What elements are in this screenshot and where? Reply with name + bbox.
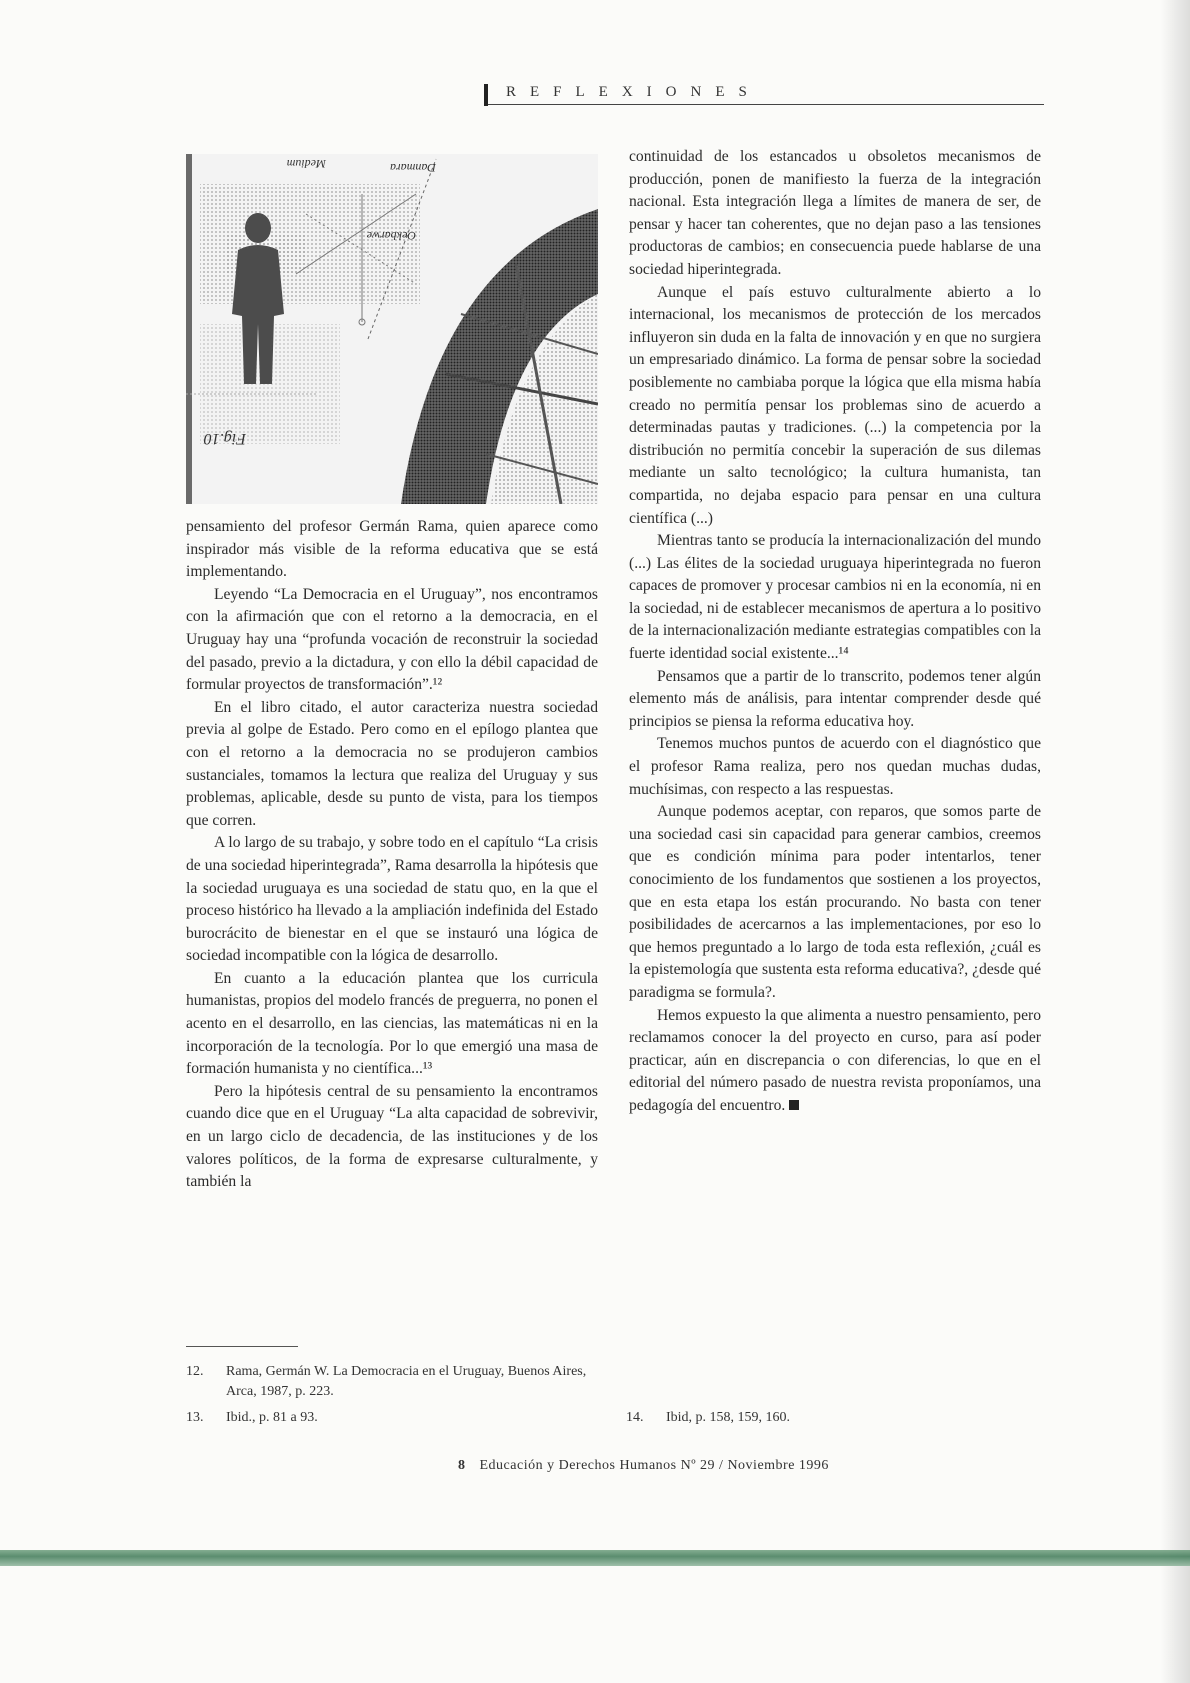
paragraph: Pero la hipótesis central de su pensamiento la encontramos cuando dice que en el Uruguay “La alta capacidad de sobrevivir, en un largo ciclo de decadencia, de las instituciones y de los valores políticos, de la forma de expresarse culturalmente, y también la: [186, 1082, 598, 1191]
left-column: [186, 516, 598, 1194]
paragraph: Aunque el país estuvo culturalmente abierto a lo internacional, los mecanismos de protección de los mercados influyeron sin duda en la falta de innovación y en que no surgiera un empresariado dinámico. La forma de pensar sobre la sociedad posiblemente no cambiaba porque la lógica que ella misma había creado no permitía pensar los problemas sino de acuerdo a determinadas pautas y tradiciones. (...) la competencia por la distribución no permitía concebir la superación de sus dilemas mediante un salto tecnológico; la cultura humanista, tan compartida, no dejaba espacio para pensar en una cultura científica (...): [629, 283, 1041, 527]
header-bar: [484, 84, 488, 106]
paragraph: pensamiento del profesor Germán Rama, quien aparece como inspirador más visible de la reforma educativa que se está implementando.: [186, 518, 598, 581]
section-header: [484, 82, 1044, 105]
footnote-number: 12.: [186, 1364, 204, 1379]
right-column: [629, 146, 1041, 1118]
footnote-number: 14.: [626, 1410, 644, 1425]
figure-label: Oekbarwe: [366, 229, 416, 243]
page-number: 8: [458, 1458, 466, 1473]
figure-graphic: [186, 154, 598, 504]
page-footer: [458, 1458, 829, 1474]
figure-label: Fig.10: [203, 430, 246, 447]
page-edge-shadow: [1160, 0, 1190, 1683]
footnote-text: Ibid., p. 81 a 93.: [226, 1410, 318, 1425]
footnote-14: [626, 1408, 926, 1430]
paragraph: Pensamos que a partir de lo transcrito, podemos tener algún elemento más de análisis, para intentar comprender desde qué principios se piensa la reforma educativa hoy.: [629, 667, 1041, 730]
paragraph: Tenemos muchos puntos de acuerdo con el diagnóstico que el profesor Rama realiza, pero nos quedan muchas dudas, muchísimas, con respecto a las respuestas.: [629, 735, 1041, 798]
scan-edge-band: [0, 1550, 1190, 1566]
figure-label: Medium: [286, 157, 326, 171]
footnote-rule: [186, 1346, 298, 1347]
paragraph: Leyendo “La Democracia en el Uruguay”, nos encontramos con la afirmación que con el retorno a la democracia, en el Uruguay hay una “profunda vocación de reconstruir la sociedad del pasado, previo a la dictadura, y con ello la débil capacidad de formular proyectos de transformación”.¹²: [186, 585, 598, 694]
paragraph-text: Hemos expuesto la que alimenta a nuestro pensamiento, pero reclamamos conocer la del proyecto en curso, para así poder practicar, aún en discrepancia o con diferencias, lo que en el editorial del número pasado de nuestra revista proponíamos, una pedagogía del encuentro.: [629, 1006, 1041, 1114]
paragraph: A lo largo de su trabajo, y sobre todo en el capítulo “La crisis de una sociedad hiperintegrada”, Rama desarrolla la hipótesis que la sociedad uruguaya es una sociedad de statu quo, en la que el proceso histórico ha llevado a la ampliación indefinida del Estado burocrácito de bienestar en el que se instauró una lógica de sociedad incompatible con la lógica de desarrollo.: [186, 834, 598, 965]
journal-info: Educación y Derechos Humanos Nº 29 / Noviembre 1996: [479, 1458, 829, 1473]
paragraph: Aunque podemos aceptar, con reparos, que somos parte de una sociedad casi sin capacidad para generar cambios, creemos que es condición mínima para poder intentarlos, tener conocimiento de los fundamentos que sostienen a los proyectos, que en esta etapa los están procurando. No basta con tener posibilidades de acercarnos a las implementaciones, por eso lo que hemos preguntado a lo largo de toda esta reflexión, ¿cuál es la epistemología que sustenta esta reforma educativa?, ¿desde qué paradigma se formula?.: [629, 803, 1041, 1001]
end-of-article-mark: [789, 1100, 799, 1110]
paragraph-last: [629, 1005, 1041, 1118]
footnote-13: [186, 1408, 598, 1430]
paragraph: En cuanto a la educación plantea que los curricula humanistas, propios del modelo francés de preguerra, no ponen el acento en el desarrollo, en las ciencias, las matemáticas ni en la incorporación de la tecnología. Por lo que emergió una masa de formación humanista y no científica...¹³: [186, 969, 598, 1078]
paragraph: Mientras tanto se producía la internacionalización del mundo (...) Las élites de la sociedad uruguaya hiperintegrada no fueron capaces de promover y procesar cambios ni en la economía, ni en la sociedad, ni de establecer mecanismos de apertura a lo positivo de la internacionalización mediante estrategias compatibles con la fuerte identidad social existente...¹⁴: [629, 532, 1041, 663]
footnote-text: Rama, Germán W. La Democracia en el Uruguay, Buenos Aires, Arca, 1987, p. 223.: [226, 1364, 587, 1399]
section-title: REFLEXIONES: [506, 84, 761, 100]
figure-label: Danmara: [389, 161, 436, 175]
paragraph: continuidad de los estancados u obsoletos mecanismos de producción, ponen de manifiesto la fuerza de la integración nacional. Esta integración llega a límites de manera de ser, de pensar y hacer tan coherentes, que no dejan paso a las tensiones productoras de cambios; en consecuencia puede hablarse de una sociedad hiperintegrada.: [629, 148, 1041, 278]
paragraph: En el libro citado, el autor caracteriza nuestra sociedad previa al golpe de Estado. Pero como en el epílogo plantea que con el retorno a la democracia no se produjeron cambios sustanciales, tomamos la lectura que realiza del Uruguay y sus problemas, aplicable, desde su punto de vista, para los tiempos que corren.: [186, 698, 598, 829]
footnote-12: [186, 1362, 598, 1406]
footnote-number: 13.: [186, 1410, 204, 1425]
figure-illustration: [186, 154, 598, 504]
footnote-text: Ibid, p. 158, 159, 160.: [666, 1410, 791, 1425]
